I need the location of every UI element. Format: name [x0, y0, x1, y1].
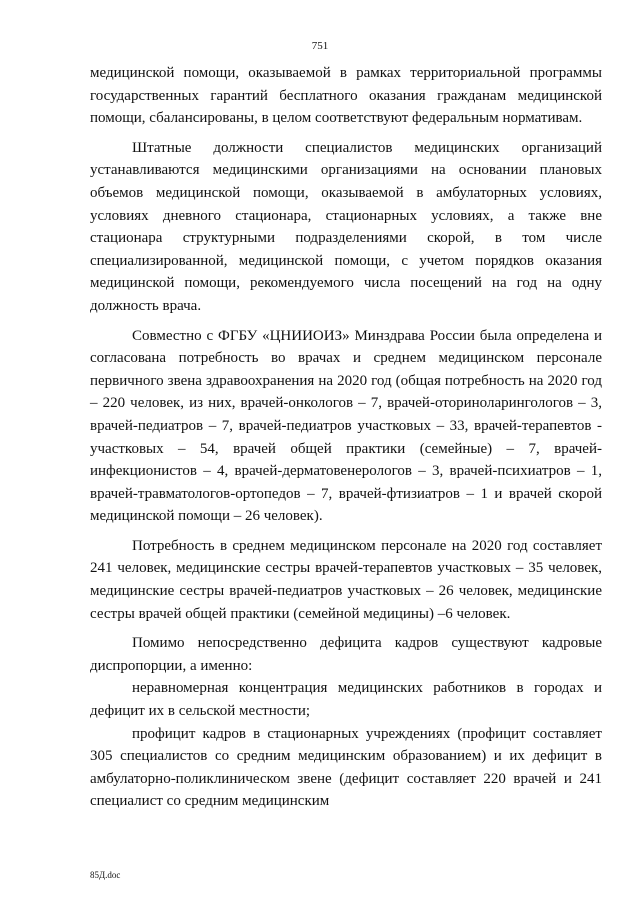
- page-number: 751: [311, 40, 329, 52]
- document-body: [90, 62, 602, 813]
- paragraph-disproportions: Помимо непосредственно дефицита кадров существуют кадровые диспропорции, а именно:: [90, 635, 602, 674]
- list-item-surplus-deficit: профицит кадров в стационарных учреждениях (профицит составляет 305 специалистов со средним медицинским образованием) и их дефицит в амбулаторно-поликлиническом звене (дефицит составляет 220 врачей и 241 специалист со средним медицинским: [90, 725, 602, 810]
- footer-filename: 85Д.doc: [90, 870, 121, 880]
- paragraph-staff-positions: Штатные должности специалистов медицинских организаций устанавливаются медицинскими организациями на основании плановых объемов медицинской помощи, оказываемой в амбулаторных условиях, условиях дневного стационара, стационарных условиях, а также вне стационара структурными подразделениями скорой, в том числе специализированной, медицинской помощи, с учетом порядков оказания медицинской помощи, рекомендуемого числа посещений на год на одну должность врача.: [90, 139, 602, 314]
- paragraph-continuation: медицинской помощи, оказываемой в рамках территориальной программы государственных гарантий бесплатного оказания гражданам медицинской помощи, сбалансированы, в целом соответствуют федеральным нормативам.: [90, 65, 602, 127]
- list-item-urban-rural: неравномерная концентрация медицинских работников в городах и дефицит их в сельской местности;: [90, 680, 602, 720]
- paragraph-nurse-needs: Потребность в среднем медицинском персонале на 2020 год составляет 241 человек, медицинские сестры врачей-терапевтов участковых – 35 человек, медицинские сестры врачей-педиатров участковых – 26 человек, медицинские сестры врачей общей практики (семейной медицины) –6 человек.: [90, 537, 602, 622]
- paragraph-doctor-needs: Совместно с ФГБУ «ЦНИИОИЗ» Минздрава России была определена и согласована потребность во врачах и среднем медицинском персонале первичного звена здравоохранения на 2020 год (общая потребность на 2020 год – 220 человек, из них, врачей-онкологов – 7, врачей-оториноларингологов – 3, врачей-педиатров – 7, врачей-педиатров участковых – 33, врачей-терапевтов - участковых – 54, врачей общей практики (семейные) – 7, врачей-инфекционистов – 4, врачей-дерматовенерологов – 3, врачей-психиатров – 1, врачей-травматологов-ортопедов – 7, врачей-фтизиатров – 1 и врачей скорой медицинской помощи – 26 человек).: [90, 327, 602, 525]
